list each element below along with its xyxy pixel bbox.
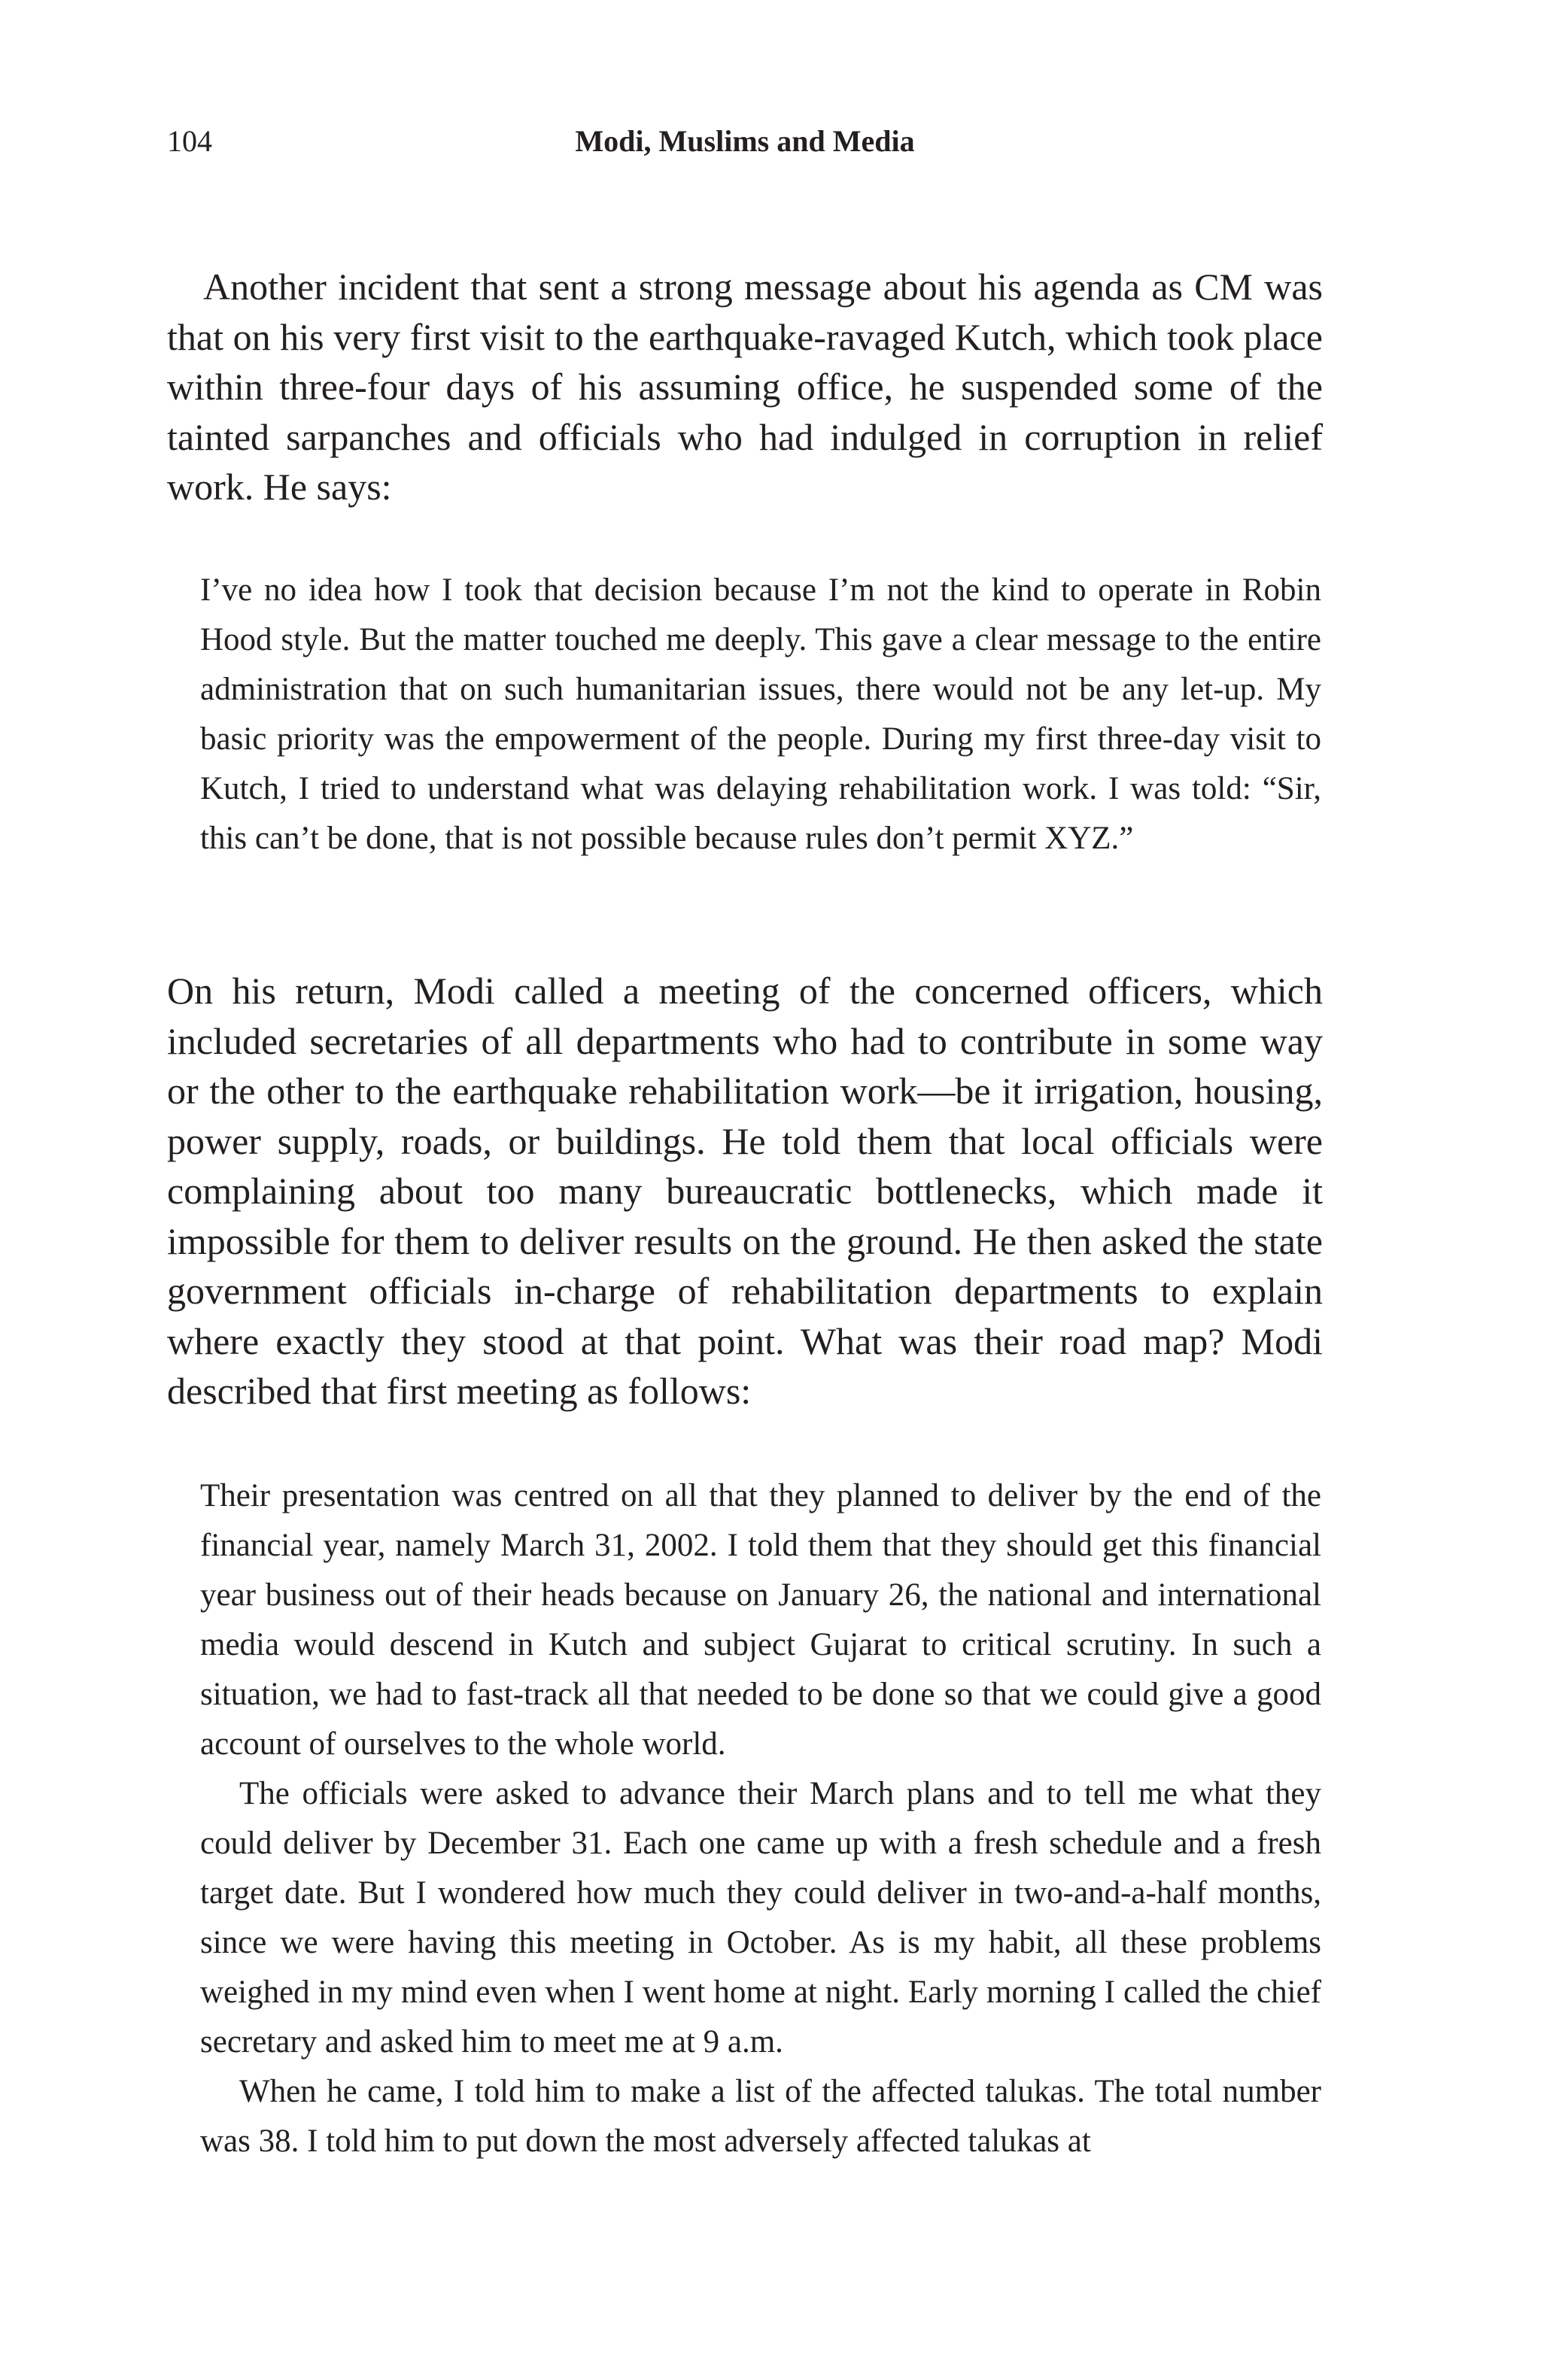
running-title: Modi, Muslims and Media [575,124,915,158]
page-number: 104 [167,124,212,158]
quote-paragraph: Their presentation was centred on all that they planned to deliver by the end of the financial year, namely March 31, 2002. I told them that they should get this financial year business out of their heads because on January 26, the national and international media would descend in Kutch and subject Gujarat to critical scrutiny. In such a situation, we had to fast-track all that needed to be done so that we could give a good account of ourselves to the whole world. [200,1478,1321,1762]
quote-paragraph: The officials were asked to advance their March plans and to tell me what they could deliver by December 31. Each one came up with a fresh schedule and a fresh target date. But I wondered how much they could deliver in two-and-a-half months, since we were having this meeting in October. As is my habit, all these problems weighed in my mind even when I went home at night. Early morning I called the chief secretary and asked him to meet me at 9 a.m. [200,1776,1321,2060]
page-header [167,119,1323,164]
block-quote [200,1471,1321,2166]
body-paragraph: Another incident that sent a strong message about his agenda as CM was that on his very first visit to the earthquake-ravaged Kutch, which took place within three-four days of his assuming office, he suspended some of the tainted sarpanches and officials who had indulged in corruption in relief work. He says: [167,266,1323,508]
quote-paragraph: When he came, I told him to make a list of the affected talukas. The total number was 38. I told him to put down the most adversely affected talukas at [200,2074,1321,2159]
body-paragraph: On his return, Modi called a meeting of the concerned officers, which included secretaries of all departments who had to contribute in some way or the other to the earthquake rehabilitation work—be it irrigation, housing, power supply, roads, or buildings. He told them that local officials were complaining about too many bureaucratic bottlenecks, which made it impossible for them to deliver results on the ground. He then asked the state government officials in-charge of rehabilitation departments to explain where exactly they stood at that point. What was their road map? Modi described that first meeting as follows: [167,970,1323,1412]
quote-paragraph: I’ve no idea how I took that decision because I’m not the kind to operate in Robin Hood style. But the matter touched me deeply. This gave a clear message to the entire administration that on such humanitarian issues, there would not be any let-up. My basic priority was the empowerment of the people. During my first three-day visit to Kutch, I tried to understand what was delaying rehabilitation work. I was told: “Sir, this can’t be done, that is not possible because rules don’t permit XYZ.” [200,572,1321,856]
block-quote [200,566,1321,864]
